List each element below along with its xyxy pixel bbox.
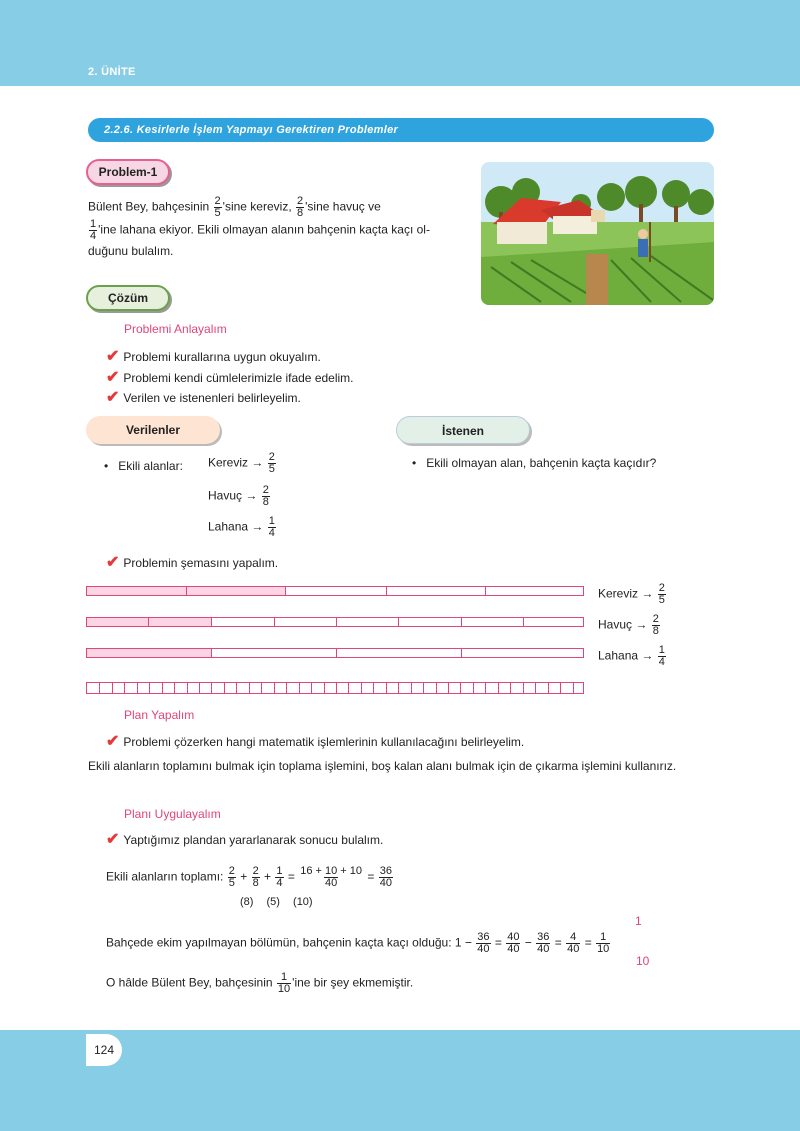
plan-heading: Plan Yapalım — [124, 708, 195, 722]
problem-label: Problem-1 — [86, 159, 170, 185]
fraction: $\frac{1}{4}$ — [90, 218, 97, 242]
given-item: Kereviz → $\frac{2}{5}$ — [208, 451, 275, 475]
grid-tick — [149, 683, 162, 693]
grid-tick — [348, 683, 361, 693]
grid-tick — [510, 683, 523, 693]
grid-tick — [560, 683, 573, 693]
given-item: Havuç → $\frac{2}{8}$ — [208, 484, 269, 508]
fraction: $\frac{2}{8}$ — [297, 195, 304, 219]
grid-tick — [311, 683, 324, 693]
page-number: 124 — [86, 1034, 122, 1066]
grid-tick — [423, 683, 436, 693]
grid-tick — [398, 683, 411, 693]
farm-illustration — [481, 162, 714, 305]
grid-tick — [498, 683, 511, 693]
strip-part — [336, 618, 399, 626]
asked-label: İstenen — [396, 416, 530, 444]
fraction-strip — [86, 648, 584, 658]
remain-equation: Bahçede ekim yapılmayan bölümün, bahçenin kaçta kaçı olduğu: 1 − $\frac{36}{40}$ = $\frac{40}{40}$ − $\frac{36}{40}$ = $\frac{4}{40}$ = $\frac{1}{10}$ — [106, 931, 610, 955]
understand-item: ✔ Verilen ve istenenleri belirleyelim. — [106, 389, 301, 406]
section-title: 2.2.6. Kesirlerle İşlem Yapmayı Gerektiren Problemler — [88, 118, 714, 142]
grid-tick — [411, 683, 424, 693]
diagram-label: Lahana → $\frac{1}{4}$ — [598, 644, 665, 668]
grid-tick — [386, 683, 399, 693]
strip-part — [286, 587, 387, 595]
problem-text: Bülent Bey, bahçesinin $\frac{2}{5}$ 'sine kereviz, $\frac{2}{8}$ 'sine havuç ve $\frac{1}{4}$ 'ine lahana ekiyor. Ekili olmayan alanın bahçenin kaçta kaçı ol- duğunu bulalım. — [88, 195, 430, 258]
strip-part — [461, 649, 586, 657]
strip-part — [485, 587, 585, 595]
solution-label: Çözüm — [86, 285, 170, 311]
givens-intro: • Ekili alanlar: — [104, 459, 183, 473]
strip-part — [523, 618, 585, 626]
fraction-strip — [86, 617, 584, 627]
grid-tick — [286, 683, 299, 693]
givens-label: Verilenler — [86, 416, 220, 444]
grid-tick — [187, 683, 200, 693]
strip-part — [398, 618, 461, 626]
grid-tick — [336, 683, 349, 693]
grid-tick — [485, 683, 498, 693]
fraction: $\frac{2}{5}$ — [214, 195, 221, 219]
strip-part — [212, 649, 338, 657]
grid-tick — [548, 683, 561, 693]
grid-tick — [473, 683, 486, 693]
grid-tick — [236, 683, 249, 693]
strip-part-filled — [87, 649, 212, 657]
check-icon: ✔ — [106, 554, 120, 571]
grid-tick — [199, 683, 212, 693]
apply-step: ✔ Yaptığımız plandan yararlanarak sonucu bulalım. — [106, 831, 384, 848]
strip-part-filled — [187, 587, 287, 595]
asked-text: • Ekili olmayan alan, bahçenin kaçta kaçıdır? — [412, 456, 657, 470]
check-icon: ✔ — [106, 733, 120, 750]
conclusion: O hâlde Bülent Bey, bahçesinin $\frac{1}{10}$ 'ine bir şey ekmemiştir. — [106, 971, 414, 995]
multipliers: (8) (5) (10) — [240, 896, 313, 908]
grid-tick — [461, 683, 474, 693]
check-icon: ✔ — [106, 389, 120, 406]
grid-tick — [448, 683, 461, 693]
grid-tick — [224, 683, 237, 693]
grid-tick — [137, 683, 150, 693]
simplify-bottom: 10 — [636, 954, 650, 968]
simplify-top: 1 — [635, 914, 642, 928]
grid-tick — [112, 683, 125, 693]
strip-part-filled — [87, 618, 149, 626]
diagram-label: Kereviz → $\frac{2}{5}$ — [598, 582, 665, 606]
grid-tick — [535, 683, 548, 693]
given-item: Lahana → $\frac{1}{4}$ — [208, 515, 275, 539]
plan-step: ✔ Problemi çözerken hangi matematik işlemlerinin kullanılacağını belirleyelim. — [106, 733, 525, 750]
fraction-strip — [86, 586, 584, 596]
grid-tick — [261, 683, 274, 693]
grid-strip — [86, 682, 584, 694]
diagram-step: ✔ Problemin şemasını yapalım. — [106, 554, 279, 571]
understand-item: ✔ Problemi kurallarına uygun okuyalım. — [106, 348, 321, 365]
strip-part — [212, 618, 275, 626]
grid-tick — [174, 683, 187, 693]
grid-tick — [436, 683, 449, 693]
grid-tick — [99, 683, 112, 693]
unit-label: 2. ÜNİTE — [88, 66, 136, 78]
check-icon: ✔ — [106, 348, 120, 365]
strip-part — [274, 618, 337, 626]
strip-part-filled — [87, 587, 187, 595]
understand-heading: Problemi Anlayalım — [124, 322, 227, 336]
strip-part — [386, 587, 487, 595]
check-icon: ✔ — [106, 369, 120, 386]
strip-part — [461, 618, 524, 626]
grid-tick — [162, 683, 175, 693]
grid-tick — [249, 683, 262, 693]
grid-tick — [299, 683, 312, 693]
plan-text: Ekili alanların toplamını bulmak için toplama işlemini, boş kalan alanı bulmak için de çıkarma işlemini kullanırız. — [88, 759, 677, 773]
sum-equation: Ekili alanların toplamı: $\frac{2}{5}$ + $\frac{2}{8}$ + $\frac{1}{4}$ = $\frac{16 + 10 + 10}{40}$ = $\frac{36}{40}$ — [106, 865, 392, 889]
grid-tick — [373, 683, 386, 693]
strip-part — [336, 649, 462, 657]
grid-tick — [124, 683, 137, 693]
grid-tick — [523, 683, 536, 693]
strip-part-filled — [149, 618, 211, 626]
understand-item: ✔ Problemi kendi cümlelerimizle ifade edelim. — [106, 369, 354, 386]
apply-heading: Planı Uygulayalım — [124, 807, 221, 821]
grid-tick — [324, 683, 337, 693]
grid-tick — [87, 683, 100, 693]
grid-tick — [212, 683, 225, 693]
check-icon: ✔ — [106, 831, 120, 848]
grid-tick — [361, 683, 374, 693]
grid-tick — [274, 683, 287, 693]
diagram-label: Havuç → $\frac{2}{8}$ — [598, 613, 659, 637]
